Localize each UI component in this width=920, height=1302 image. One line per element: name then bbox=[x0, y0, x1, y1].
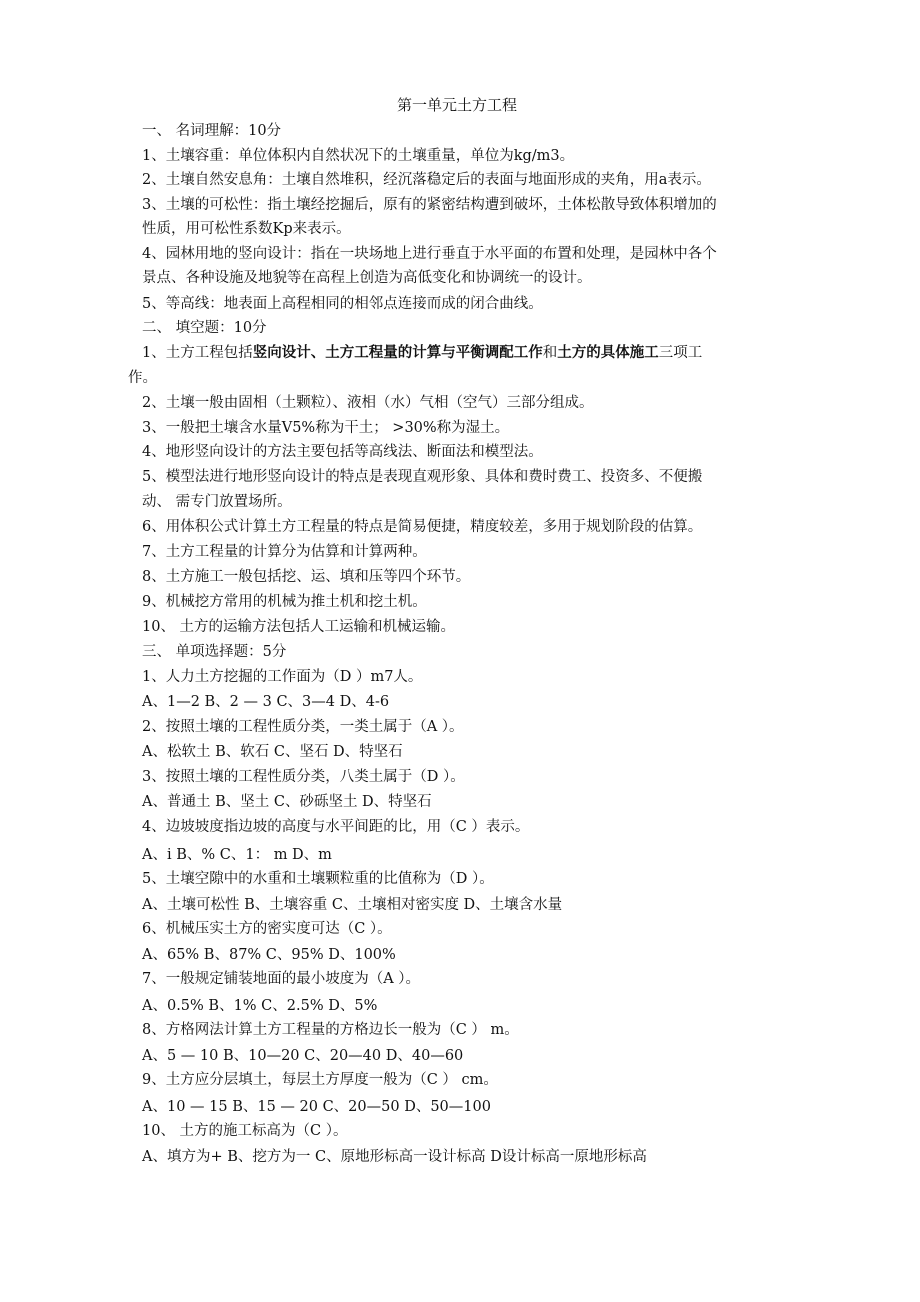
fill-blank-1-text-b: 和 bbox=[542, 345, 558, 361]
question-3: 3、按照土壤的工程性质分类，八类土属于（D ）。 bbox=[142, 769, 465, 785]
question-10-options: A、填方为+ B、挖方为一 C、原地形标高一设计标高 D设计标高一原地形标高 bbox=[142, 1149, 647, 1165]
question-5: 5、土壤空隙中的水重和土壤颗粒重的比值称为（D ）。 bbox=[142, 871, 494, 887]
definition-4: 4、园林用地的竖向设计：指在一块场地上进行垂直于水平面的布置和处理，是园林中各个 bbox=[142, 246, 717, 262]
page-title: 第一单元土方工程 bbox=[397, 96, 518, 114]
definition-1: 1、土壤容重：单位体积内自然状况下的土壤重量，单位为kg/m3。 bbox=[142, 148, 575, 164]
fill-blank-1-text-a: 1、土方工程包括 bbox=[142, 345, 253, 361]
definition-3: 3、土壤的可松性：指土壤经挖掘后，原有的紧密结构遭到破坏，土体松散导致体积增加的 bbox=[142, 197, 717, 213]
question-2-options: A、松软土 B、软石 C、坚石 D、特坚石 bbox=[142, 744, 403, 760]
question-9: 9、土方应分层填土，每层土方厚度一般为（C ） cm。 bbox=[142, 1072, 498, 1088]
fill-blank-1-answer-a: 竖向设计、土方工程量的计算与平衡调配工作 bbox=[252, 344, 543, 361]
question-8-options: A、5 — 10 B、10—20 C、20—40 D、40—60 bbox=[142, 1048, 464, 1064]
question-8: 8、方格网法计算土方工程量的方格边长一般为（C ） m。 bbox=[142, 1022, 519, 1038]
question-6: 6、机械压实土方的密实度可达（C ）。 bbox=[142, 921, 392, 937]
question-10: 10、 土方的施工标高为（C ）。 bbox=[142, 1123, 348, 1139]
fill-blank-1-answer-b: 土方的具体施工 bbox=[557, 344, 659, 361]
question-6-options: A、65% B、87% C、95% D、100% bbox=[142, 947, 396, 963]
question-7: 7、一般规定铺装地面的最小坡度为（A ）。 bbox=[142, 971, 421, 987]
definition-2: 2、土壤自然安息角：土壤自然堆积，经沉落稳定后的表面与地面形成的夹角，用a表示。 bbox=[142, 172, 711, 188]
question-5-options: A、土壤可松性 B、土壤容重 C、土壤相对密实度 D、土壤含水量 bbox=[142, 897, 563, 913]
question-9-options: A、10 — 15 B、15 — 20 C、20—50 D、50—100 bbox=[142, 1099, 491, 1115]
fill-blank-2: 2、土壤一般由固相（土颗粒）、液相（水）气相（空气）三部分组成。 bbox=[142, 395, 594, 411]
fill-blank-3: 3、一般把土壤含水量V5%称为干土； >30%称为湿土。 bbox=[142, 420, 510, 436]
fill-blank-10: 10、 土方的运输方法包括人工运输和机械运输。 bbox=[142, 619, 456, 635]
definition-4-cont: 景点、各种设施及地貌等在高程上创造为高低变化和协调统一的设计。 bbox=[142, 270, 592, 286]
question-3-options: A、普通土 B、坚土 C、砂砾坚土 D、特坚石 bbox=[142, 794, 432, 810]
definition-5: 5、等高线：地表面上高程相同的相邻点连接而成的闭合曲线。 bbox=[142, 296, 543, 312]
section-3-header: 三、 单项选择题：5分 bbox=[142, 644, 287, 660]
question-1: 1、人力土方挖掘的工作面为（D ）m7人。 bbox=[142, 669, 423, 685]
fill-blank-1-text-c: 三项工 bbox=[658, 345, 703, 361]
definition-3-cont: 性质，用可松性系数Kp来表示。 bbox=[142, 221, 351, 237]
question-1-options: A、1—2 B、2 — 3 C、3—4 D、4-6 bbox=[142, 694, 390, 710]
section-1-header: 一、 名词理解：10分 bbox=[142, 123, 282, 139]
fill-blank-5-cont: 动、 需专门放置场所。 bbox=[142, 494, 292, 510]
fill-blank-7: 7、土方工程量的计算分为估算和计算两种。 bbox=[142, 544, 427, 560]
question-7-options: A、0.5% B、1% C、2.5% D、5% bbox=[142, 998, 378, 1014]
fill-blank-5: 5、模型法进行地形竖向设计的特点是表现直观形象、具体和费时费工、投资多、不便搬 bbox=[142, 469, 703, 485]
fill-blank-4: 4、地形竖向设计的方法主要包括等高线法、断面法和模型法。 bbox=[142, 444, 543, 460]
fill-blank-9: 9、机械挖方常用的机械为推土机和挖土机。 bbox=[142, 594, 427, 610]
question-4-options: A、i B、% C、1： m D、m bbox=[142, 847, 332, 863]
fill-blank-6: 6、用体积公式计算土方工程量的特点是简易便捷，精度较差，多用于规划阶段的估算。 bbox=[142, 519, 703, 535]
fill-blank-1-cont: 作。 bbox=[128, 370, 157, 386]
fill-blank-8: 8、土方施工一般包括挖、运、填和压等四个环节。 bbox=[142, 569, 471, 585]
question-4: 4、边坡坡度指边坡的高度与水平间距的比，用（C ）表示。 bbox=[142, 819, 530, 835]
question-2: 2、按照土壤的工程性质分类，一类土属于（A ）。 bbox=[142, 719, 464, 735]
fill-blank-1 bbox=[142, 343, 702, 363]
section-2-header: 二、 填空题：10分 bbox=[142, 320, 267, 336]
